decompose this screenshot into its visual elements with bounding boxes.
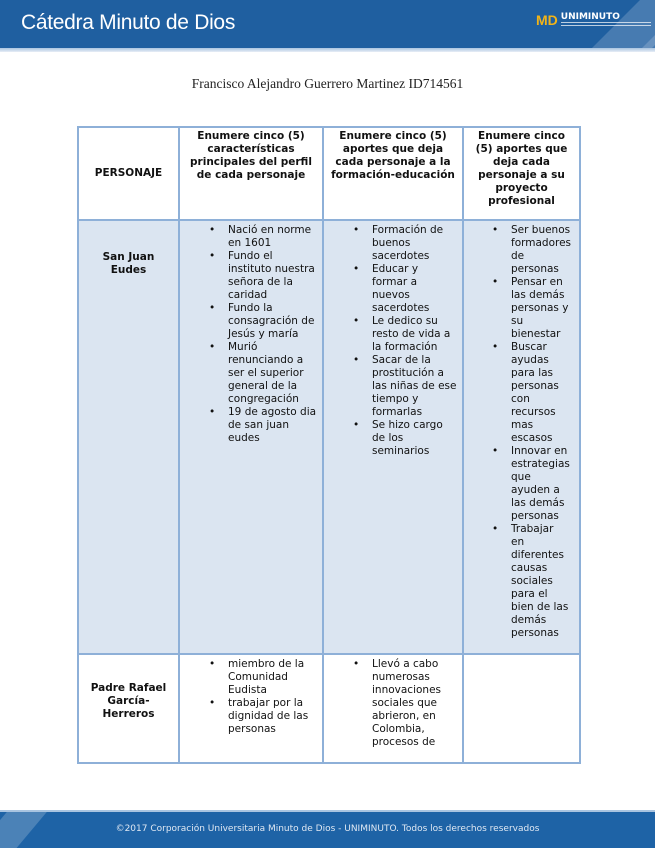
personaje-name: Padre Rafael García- Herreros — [78, 654, 179, 763]
uniminuto-logo — [536, 12, 651, 28]
list-item: • 19 de agosto dia de san juan eudes — [228, 406, 322, 445]
table-row — [78, 654, 580, 763]
page-header — [0, 0, 655, 48]
list-item: • Ser buenos formadores de personas — [511, 224, 579, 276]
caracteristicas-cell — [179, 220, 323, 654]
header-divider — [0, 48, 655, 52]
list-item: • Murió renunciando a ser el superior general de la congregación — [228, 341, 322, 406]
formacion-cell — [323, 220, 463, 654]
table-header-row — [78, 127, 580, 220]
formacion-cell — [323, 654, 463, 763]
header-formacion: Enumere cinco (5) aportes que deja cada personaje a la formación-educación — [323, 127, 463, 220]
header-caracteristicas: Enumere cinco (5) características principales del perfil de cada personaje — [179, 127, 323, 220]
list-item: • trabajar por la dignidad de las personas — [228, 697, 322, 736]
list-item: • Trabajar en diferentes causas sociales para el bien de las demás personas — [511, 523, 579, 640]
list-item: • Le dedico su resto de vida a la formación — [372, 315, 462, 354]
author-line: Francisco Alejandro Guerrero Martinez ID714561 — [191, 76, 464, 91]
list-item: • Innovar en estrategias que ayuden a las demás personas — [511, 445, 579, 523]
copyright-text: ©2017 Corporación Universitaria Minuto de Dios - UNIMINUTO. Todos los derechos reservados — [115, 824, 540, 834]
list-item: • Pensar en las demás personas y su bienestar — [511, 276, 579, 341]
header-profesional: Enumere cinco (5) aportes que deja cada personaje a su proyecto profesional — [463, 127, 580, 220]
table-row — [78, 220, 580, 654]
list-item: • Nació en norme en 1601 — [228, 224, 322, 250]
page-footer — [0, 812, 655, 848]
list-item: • Sacar de la prostitución a las niñas de ese tiempo y formarlas — [372, 354, 462, 419]
list-item: • Formación de buenos sacerdotes — [372, 224, 462, 263]
personajes-table — [77, 126, 581, 764]
logo-mark: MD — [536, 12, 558, 28]
list-item: • Fundo el instituto nuestra señora de la caridad — [228, 250, 322, 302]
header-title: Cátedra Minuto de Dios — [21, 11, 236, 34]
list-item: • Fundo la consagración de Jesús y maría — [228, 302, 322, 341]
list-item: • Llevó a cabo numerosas innovaciones sociales que abrieron, en Colombia, procesos de — [372, 658, 462, 749]
list-item: • Buscar ayudas para las personas con recursos mas escasos — [511, 341, 579, 445]
profesional-cell — [463, 654, 580, 763]
logo-text: UNIMINUTO — [561, 13, 651, 28]
personaje-name: San Juan Eudes — [78, 220, 179, 654]
profesional-cell — [463, 220, 580, 654]
caracteristicas-cell — [179, 654, 323, 763]
list-item: • Se hizo cargo de los seminarios — [372, 419, 462, 458]
header-personaje: PERSONAJE — [78, 127, 179, 220]
list-item: • miembro de la Comunidad Eudista — [228, 658, 322, 697]
list-item: • Educar y formar a nuevos sacerdotes — [372, 263, 462, 315]
